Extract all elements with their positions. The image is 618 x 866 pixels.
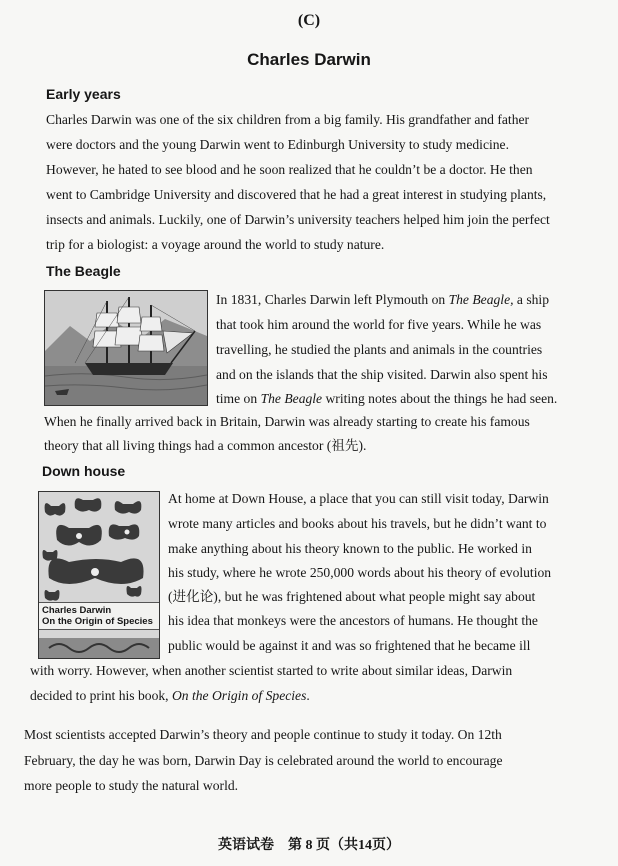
paragraph-line: went to Cambridge University and discovered that he had a great interest in studying plants, xyxy=(46,187,547,202)
paragraph-line: Charles Darwin was one of the six children from a big family. His grandfather and father xyxy=(46,112,530,127)
book-name: On the Origin of Species xyxy=(171,688,307,703)
paragraph-line: and on the islands that the ship visited. Darwin also spent his xyxy=(216,367,548,382)
paragraph-line xyxy=(30,686,310,706)
text-segment: decided to print his book, xyxy=(30,688,172,703)
section-mark: (C) xyxy=(297,12,321,29)
paragraph-line xyxy=(216,290,549,310)
text-segment: In 1831, Charles Darwin left Plymouth on xyxy=(216,292,449,307)
paragraph-line: with worry. However, when another scientist started to write about similar ideas, Darwin xyxy=(30,663,513,678)
paragraph-line: make anything about his theory known to the public. He worked in xyxy=(168,541,532,556)
book-author: Charles Darwin xyxy=(42,605,112,616)
paragraph-line: When he finally arrived back in Britain, Darwin was already starting to create his famous xyxy=(44,414,530,429)
paragraph-line: At home at Down House, a place that you can still visit today, Darwin xyxy=(168,491,549,506)
ship-drawing xyxy=(45,291,207,405)
butterfly-book-cover-icon xyxy=(38,491,160,659)
paragraph-line: wrote many articles and books about his travels, but he didn’t want to xyxy=(168,516,547,531)
heading-the-beagle: The Beagle xyxy=(46,263,121,279)
paragraph-line: theory that all living things had a common ancestor (祖先). xyxy=(44,438,367,453)
text-segment: a ship xyxy=(513,292,550,307)
paragraph-line: insects and animals. Luckily, one of Darwin’s university teachers helped him join the perfect xyxy=(46,212,550,227)
book-cover-drawing xyxy=(39,492,159,658)
paragraph-line: trip for a biologist: a voyage around the world to study nature. xyxy=(46,237,385,252)
ship-name: The Beagle, xyxy=(448,292,514,307)
paragraph-line: (进化论), but he was frightened about what people might say about xyxy=(168,589,536,604)
text-segment: . xyxy=(306,688,310,703)
paragraph-line: were doctors and the young Darwin went to Edinburgh University to study medicine. xyxy=(46,137,509,152)
page-title: Charles Darwin xyxy=(247,50,371,69)
paragraph-line: public would be against it and was so frightened that he became ill xyxy=(168,638,531,653)
paragraph-line: February, the day he was born, Darwin Day is celebrated around the world to encourage xyxy=(24,753,503,768)
paragraph-line: Most scientists accepted Darwin’s theory and people continue to study it today. On 12th xyxy=(24,727,502,742)
paragraph-line: his study, where he wrote 250,000 words about his theory of evolution xyxy=(168,565,552,580)
page-footer: 英语试卷 第 8 页（共14页） xyxy=(218,838,400,853)
sailing-ship-illustration-icon xyxy=(44,290,208,406)
paragraph-line xyxy=(216,389,557,409)
paragraph-line: travelling, he studied the plants and animals in the countries xyxy=(216,342,543,357)
paragraph-line: However, he hated to see blood and he soon realized that he couldn’t be a doctor. He then xyxy=(46,162,533,177)
paragraph-line: his idea that monkeys were the ancestors of humans. He thought the xyxy=(168,613,538,628)
book-cover-caption xyxy=(39,602,159,630)
heading-down-house: Down house xyxy=(42,463,126,479)
paragraph-line: that took him around the world for five years. While he was xyxy=(216,317,542,332)
paragraph-line: more people to study the natural world. xyxy=(24,778,239,793)
text-segment: writing notes about the things he had seen. xyxy=(322,391,558,406)
heading-early-years: Early years xyxy=(46,86,121,102)
text-segment: time on xyxy=(216,391,261,406)
book-title: On the Origin of Species xyxy=(42,616,153,627)
ship-name: The Beagle xyxy=(260,391,323,406)
